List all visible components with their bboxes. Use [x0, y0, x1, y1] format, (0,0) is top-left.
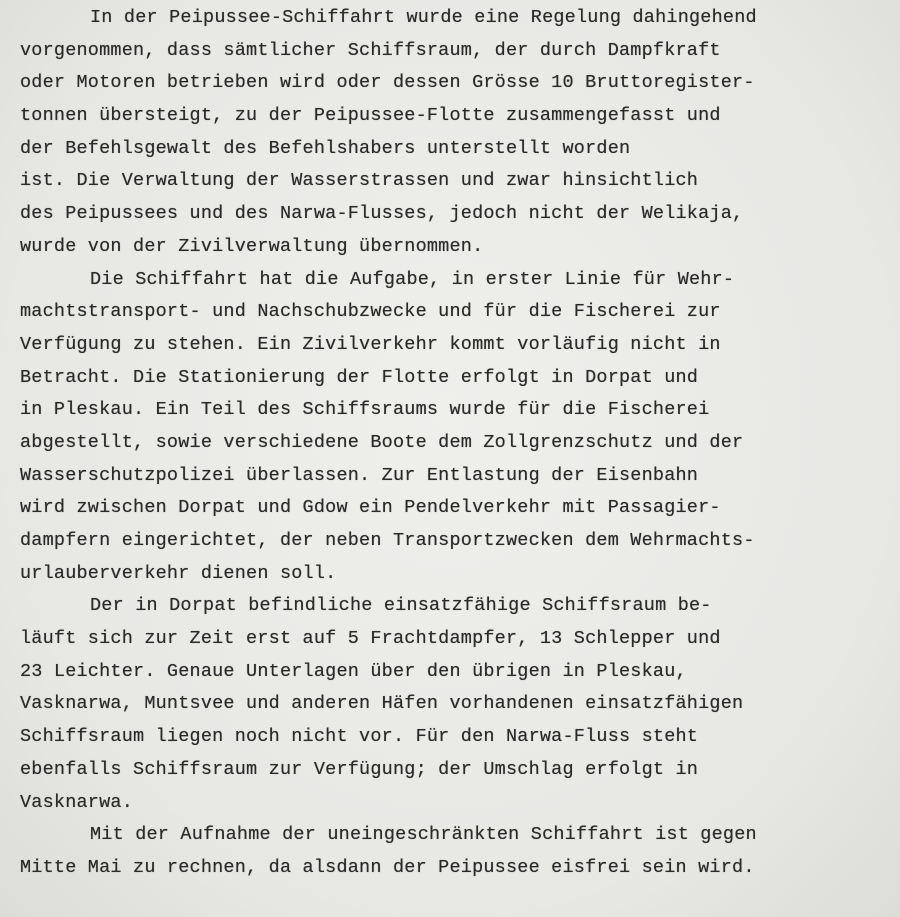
text-line: Mitte Mai zu rechnen, da alsdann der Peipussee eisfrei sein wird. — [20, 856, 755, 878]
text-line: Wasserschutzpolizei überlassen. Zur Entlastung der Eisenbahn — [20, 464, 699, 486]
page-text — [20, 2, 890, 885]
text-line: des Peipussees und des Narwa-Flusses, jedoch nicht der Welikaja, — [20, 203, 744, 225]
text-line: läuft sich zur Zeit erst auf 5 Frachtdampfer, 13 Schlepper und — [20, 628, 721, 650]
text-line: in Pleskau. Ein Teil des Schiffsraums wurde für die Fischerei — [20, 399, 710, 421]
text-line: wurde von der Zivilverwaltung übernommen. — [20, 235, 484, 257]
text-line: oder Motoren betrieben wird oder dessen Grösse 10 Bruttoregister- — [20, 72, 755, 94]
text-line: tonnen übersteigt, zu der Peipussee-Flotte zusammengefasst und — [20, 105, 721, 127]
text-line: machtstransport- und Nachschubzwecke und für die Fischerei zur — [20, 301, 721, 323]
text-line: der Befehlsgewalt des Befehlshabers unterstellt worden — [20, 137, 631, 159]
text-line: wird zwischen Dorpat und Gdow ein Pendelverkehr mit Passagier- — [20, 497, 721, 519]
text-line: ist. Die Verwaltung der Wasserstrassen und zwar hinsichtlich — [20, 170, 699, 192]
text-line: 23 Leichter. Genaue Unterlagen über den übrigen in Pleskau, — [20, 660, 687, 682]
text-line: abgestellt, sowie verschiedene Boote dem Zollgrenzschutz und der — [20, 431, 744, 453]
text-line: Vasknarwa, Muntsvee und anderen Häfen vorhandenen einsatzfähigen — [20, 693, 744, 715]
text-line: dampfern eingerichtet, der neben Transportzwecken dem Wehrmachts- — [20, 530, 755, 551]
text-line: Betracht. Die Stationierung der Flotte erfolgt in Dorpat und — [20, 366, 699, 388]
text-line: Die Schiffahrt hat die Aufgabe, in erster Linie für Wehr- — [90, 268, 735, 290]
text-line: Schiffsraum liegen noch nicht vor. Für den Narwa-Fluss steht — [20, 726, 699, 748]
text-line: Der in Dorpat befindliche einsatzfähige Schiffsraum be- — [90, 595, 712, 617]
text-line: vorgenommen, dass sämtlicher Schiffsraum, der durch Dampfkraft — [20, 39, 721, 61]
text-line: Verfügung zu stehen. Ein Zivilverkehr kommt vorläufig nicht in — [20, 333, 721, 355]
text-line: urlauberverkehr dienen soll. — [20, 562, 337, 584]
text-line: Vasknarwa. — [20, 791, 134, 813]
text-line: ebenfalls Schiffsraum zur Verfügung; der Umschlag erfolgt in — [20, 758, 699, 780]
text-line: In der Peipussee-Schiffahrt wurde eine Regelung dahingehend — [90, 7, 757, 28]
text-line: Mit der Aufnahme der uneingeschränkten Schiffahrt ist gegen — [90, 824, 757, 846]
